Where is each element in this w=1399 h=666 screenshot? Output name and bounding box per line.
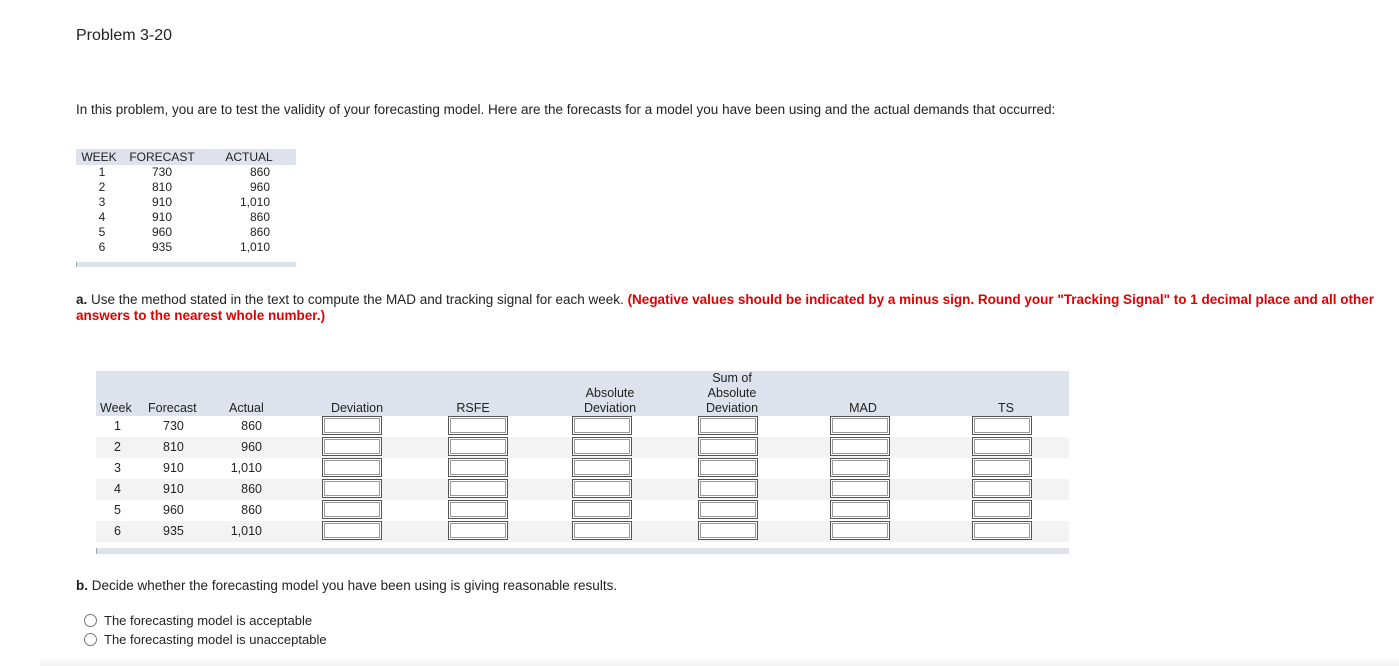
header-mad: MAD xyxy=(849,401,877,415)
row-actual: 1,010 xyxy=(230,524,262,538)
ts-input[interactable] xyxy=(972,479,1032,498)
row-forecast: 935 xyxy=(163,524,184,538)
part-a-question xyxy=(76,292,1396,324)
header-forecast: Forecast xyxy=(148,401,197,415)
option-unacceptable[interactable] xyxy=(84,632,327,647)
given-week: 4 xyxy=(98,210,106,224)
sum-absolute-deviation-input[interactable] xyxy=(698,437,758,456)
deviation-input[interactable] xyxy=(322,500,382,519)
sum-absolute-deviation-input[interactable] xyxy=(698,458,758,477)
row-actual: 860 xyxy=(241,503,262,517)
deviation-input[interactable] xyxy=(322,521,382,540)
row-forecast: 810 xyxy=(163,440,184,454)
given-week: 1 xyxy=(98,165,106,179)
answer-row xyxy=(96,458,1069,479)
answer-table-footer xyxy=(96,548,1069,554)
row-week: 1 xyxy=(114,419,121,433)
row-week: 4 xyxy=(114,482,121,496)
page-bottom-edge xyxy=(40,658,1399,666)
given-data-table xyxy=(76,149,296,255)
given-forecast: 910 xyxy=(151,210,173,224)
sum-absolute-deviation-input[interactable] xyxy=(698,416,758,435)
mad-input[interactable] xyxy=(830,500,890,519)
ts-input[interactable] xyxy=(972,458,1032,477)
problem-intro: In this problem, you are to test the validity of your forecasting model. Here are the forecasts for a model you have been using and the actual demands that occurred: xyxy=(76,102,1056,117)
given-forecast: 935 xyxy=(151,240,173,254)
given-week: 6 xyxy=(98,240,106,254)
row-week: 6 xyxy=(114,524,121,538)
mad-input[interactable] xyxy=(830,458,890,477)
given-forecast: 730 xyxy=(151,165,173,179)
answer-row xyxy=(96,437,1069,458)
given-actual: 1,010 xyxy=(239,195,270,209)
sum-absolute-deviation-input[interactable] xyxy=(698,479,758,498)
given-forecast: 810 xyxy=(151,180,173,194)
absolute-deviation-input[interactable] xyxy=(572,437,632,456)
given-actual: 860 xyxy=(249,225,270,239)
rsfe-input[interactable] xyxy=(448,437,508,456)
rsfe-input[interactable] xyxy=(448,416,508,435)
row-week: 5 xyxy=(114,503,121,517)
row-actual: 860 xyxy=(241,482,262,496)
answer-row xyxy=(96,500,1069,521)
rsfe-input[interactable] xyxy=(448,458,508,477)
header-sum-line3: Deviation xyxy=(705,401,759,415)
given-header-forecast: FORECAST xyxy=(122,149,202,165)
absolute-deviation-input[interactable] xyxy=(572,479,632,498)
header-ts: TS xyxy=(998,401,1014,415)
absolute-deviation-input[interactable] xyxy=(572,458,632,477)
deviation-input[interactable] xyxy=(322,437,382,456)
ts-input[interactable] xyxy=(972,416,1032,435)
mad-input[interactable] xyxy=(830,479,890,498)
row-forecast: 910 xyxy=(163,461,184,475)
given-header-actual: ACTUAL xyxy=(202,149,296,165)
header-actual: Actual xyxy=(229,401,264,415)
absolute-deviation-input[interactable] xyxy=(572,521,632,540)
header-sum-line2: Absolute xyxy=(707,386,757,400)
header-week: Week xyxy=(100,401,132,415)
given-table-footer xyxy=(76,262,296,267)
absolute-deviation-input[interactable] xyxy=(572,416,632,435)
given-row xyxy=(76,240,296,255)
sum-absolute-deviation-input[interactable] xyxy=(698,500,758,519)
radio-button[interactable] xyxy=(84,633,97,646)
given-forecast: 960 xyxy=(151,225,173,239)
answer-table-header xyxy=(96,371,1069,416)
part-a-text: Use the method stated in the text to compute the MAD and tracking signal for each week. xyxy=(87,292,628,307)
header-sum-absolute-deviation xyxy=(696,371,768,416)
deviation-input[interactable] xyxy=(322,479,382,498)
rsfe-input[interactable] xyxy=(448,500,508,519)
mad-input[interactable] xyxy=(830,521,890,540)
row-week: 2 xyxy=(114,440,121,454)
row-forecast: 730 xyxy=(163,419,184,433)
given-forecast: 910 xyxy=(151,195,173,209)
row-actual: 960 xyxy=(241,440,262,454)
given-week: 5 xyxy=(98,225,106,239)
header-rsfe: RSFE xyxy=(456,401,490,415)
row-actual: 860 xyxy=(241,419,262,433)
row-forecast: 960 xyxy=(163,503,184,517)
ts-input[interactable] xyxy=(972,437,1032,456)
given-actual: 1,010 xyxy=(239,240,270,254)
answer-row xyxy=(96,521,1069,542)
mad-input[interactable] xyxy=(830,437,890,456)
radio-button[interactable] xyxy=(84,614,97,627)
option-acceptable[interactable] xyxy=(84,613,312,628)
part-a-instruction: (Negative values should be indicated by a minus sign. Round your "Tracking Signal" to 1 decimal place and all other answers to the nearest whole number.) xyxy=(76,292,1375,323)
given-row xyxy=(76,180,296,195)
part-b-label: b. xyxy=(76,578,88,593)
row-week: 3 xyxy=(114,461,121,475)
mad-input[interactable] xyxy=(830,416,890,435)
ts-input[interactable] xyxy=(972,500,1032,519)
header-sum-line1: Sum of xyxy=(712,371,752,385)
row-forecast: 910 xyxy=(163,482,184,496)
header-absolute-deviation xyxy=(570,386,650,416)
given-actual: 960 xyxy=(249,180,270,194)
rsfe-input[interactable] xyxy=(448,521,508,540)
deviation-input[interactable] xyxy=(322,416,382,435)
part-a-label: a. xyxy=(76,292,88,307)
header-absolute-deviation-line2: Deviation xyxy=(583,401,637,415)
header-deviation: Deviation xyxy=(330,401,384,415)
rsfe-input[interactable] xyxy=(448,479,508,498)
given-actual: 860 xyxy=(249,210,270,224)
given-header-week: WEEK xyxy=(76,149,122,165)
given-row xyxy=(76,195,296,210)
part-b-question xyxy=(76,578,617,593)
header-absolute-deviation-line1: Absolute xyxy=(585,386,635,400)
ts-input[interactable] xyxy=(972,521,1032,540)
given-row xyxy=(76,210,296,225)
answer-row xyxy=(96,479,1069,500)
absolute-deviation-input[interactable] xyxy=(572,500,632,519)
given-week: 3 xyxy=(98,195,106,209)
given-row xyxy=(76,165,296,180)
given-row xyxy=(76,225,296,240)
given-actual: 860 xyxy=(249,165,270,179)
deviation-input[interactable] xyxy=(322,458,382,477)
row-actual: 1,010 xyxy=(230,461,262,475)
option-label: The forecasting model is acceptable xyxy=(104,613,313,628)
given-week: 2 xyxy=(98,180,106,194)
sum-absolute-deviation-input[interactable] xyxy=(698,521,758,540)
problem-title: Problem 3-20 xyxy=(76,27,173,44)
part-b-text: Decide whether the forecasting model you have been using is giving reasonable results. xyxy=(88,578,618,593)
option-label: The forecasting model is unacceptable xyxy=(104,632,327,647)
answer-row xyxy=(96,416,1069,437)
